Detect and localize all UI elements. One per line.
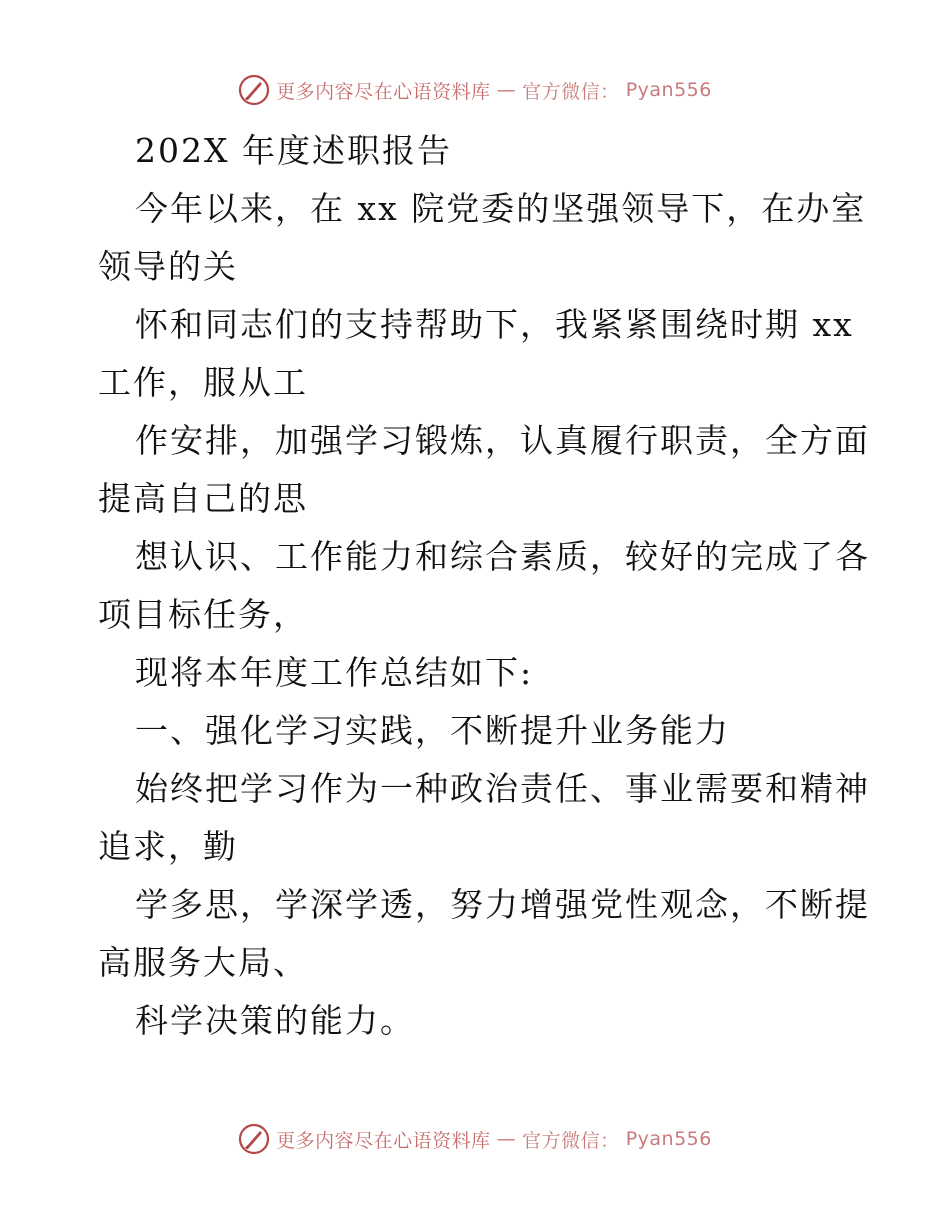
watermark-official-label: 官方微信：: [522, 80, 620, 103]
paragraph-line: 高服务大局、: [98, 943, 308, 982]
document-title: 202X 年度述职报告: [135, 131, 452, 170]
paragraph-line: 追求，勤: [98, 827, 238, 866]
paragraph-line: 工作，服从工: [98, 363, 308, 402]
paragraph-line: 学多思，学深学透，努力增强党性观念，不断提: [135, 885, 870, 924]
quill-pen-logo-icon: [238, 1123, 270, 1155]
document-body: [98, 122, 870, 1050]
quill-pen-logo-icon: [238, 74, 270, 106]
paragraph-line: 今年以来，在 xx 院党委的坚强领导下，在办室: [135, 189, 867, 228]
watermark-main-text: 更多内容尽在心语资料库: [276, 80, 491, 103]
paragraph-line: 项目标任务，: [98, 595, 308, 634]
watermark-footer: [0, 1119, 950, 1159]
watermark-account: Pyan556: [625, 1128, 712, 1150]
watermark-account: Pyan556: [625, 79, 712, 101]
paragraph-line: 提高自己的思: [98, 479, 308, 518]
paragraph-line: 作安排，加强学习锻炼，认真履行职责，全方面: [135, 421, 870, 460]
watermark-official-label: 官方微信：: [522, 1129, 620, 1152]
watermark-main-text: 更多内容尽在心语资料库: [276, 1129, 491, 1152]
watermark-separator: —: [496, 1128, 517, 1150]
watermark-header: [0, 70, 950, 110]
paragraph-line: 领导的关: [98, 247, 238, 286]
paragraph-line: 始终把学习作为一种政治责任、事业需要和精神: [135, 769, 870, 808]
paragraph-line: 科学决策的能力。: [135, 1001, 415, 1040]
paragraph-line: 一、强化学习实践，不断提升业务能力: [135, 711, 730, 750]
paragraph-line: 现将本年度工作总结如下:: [135, 653, 534, 692]
paragraph-line: 怀和同志们的支持帮助下，我紧紧围绕时期 xx: [135, 305, 854, 344]
watermark-separator: —: [496, 79, 517, 101]
paragraph-line: 想认识、工作能力和综合素质，较好的完成了各: [135, 537, 870, 576]
